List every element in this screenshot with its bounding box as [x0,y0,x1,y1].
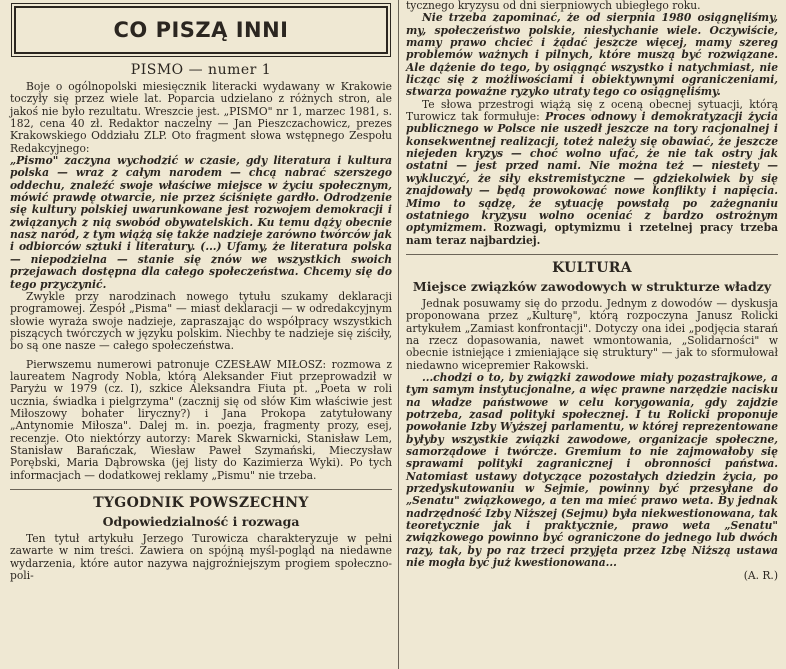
kultura-subtitle: Miejsce związków zawodowych w strukturze władzy [412,278,772,294]
tygodnik-heading: TYGODNIK POWSZECHNY [93,495,309,511]
tygodnik-paragraph-2-text: Te słowa przestrogi wiążą się z oceną obecnej sytuacji, którą Turowicz tak formułuje: [406,97,778,124]
pismo-quote: „Pismo" zaczyna wychodzić w czasie, gdy literatura i kultura polska — wraz z całym narodem — chcą nabrać szerszego oddechu, znaleźć swoje właściwe miejsce w życiu społecznym, mówić prawdę otwarcie, nie przez ściśnięte gardło. Odrodzenie się kultury polskiej uwarunkowane jest rozwojem demokracji i związanych z nią swobód obywatelskich. Ku temu dąży obecnie nasz naród, z tym wiążą się także nadzieje zarówno twórców jak i odbiorców sztuki i literatury. (...) Ufamy, że literatura polska — niepodzielna — stanie się znów we wszystkich swoich przejawach dostępna dla całego społeczeństwa. Chcemy się do tego przyczynić. [10,154,392,291]
tygodnik-quote-2-tail: Rozwagi, optymizmu i rzetelnej pracy trzeba nam teraz najbardziej. [406,221,779,247]
tygodnik-continuation: tycznego kryzysu od dni sierpniowych ubiegłego roku. [406,0,701,12]
tygodnik-paragraph-1: Ten tytuł artykułu Jerzego Turowicza charakteryzuje w pełni zawarte w nim treści. Zawiera on spójną myśl-pogląd na niedawne wydarzenia, które autor nazywa najgroźniejszym progiem społeczno-poli- [10,532,392,583]
kultura-paragraph-1: Jednak posuwamy się do przodu. Jednym z dowodów — dyskusja proponowana przez „Kulturę", którą rozpoczyna Janusz Rolicki artykułem „Zamiast konfrontacji". Dotyczy ona idei „podjęcia starań na rzecz dopasowania, nawet wmontowania, „Solidarności" w obecnie istniejące i zmieniające się struktury" — jak to sformułował niedawno wicepremier Rakowski. [406,296,778,372]
tygodnik-paragraph-2 [406,99,778,247]
section-divider-right [406,254,778,255]
column-divider [398,0,399,669]
pismo-paragraph-3: Pierwszemu numerowi patronuje CZESŁAW MIŁOSZ: rozmowa z laureatem Nagrody Nobla, którą Aleksander Fiut przeprowadził w Paryżu w 1979 (cz. I), szkice Aleksandra Fiuta pt. „Poeta w roli ucznia, świadka i pielgrzyma" (zacznij się od słów Kim właściwie jest Miłoszowy bohater liryczny?) i Jana Prokopa zatytułowany „Antynomie Miłosza". Dalej m. in. poezja, fragmenty prozy, esej, recenzje. Oto niektórzy autorzy: Marek Skwarnicki, Stanisław Lem, Stanisław Barańczak, Wiesław Paweł Szymański, Mieczysław Porębski, Maria Dąbrowska (jej listy do Kazimierza Wyki). Po tych informacjach — dodatkowej reklamy „Pismu" nie trzeba. [10,357,392,482]
tygodnik-subtitle: Odpowiedzialność i rozwaga [102,514,300,529]
right-column [406,0,778,582]
section-divider [10,489,392,490]
left-column [10,0,392,582]
pismo-intro: Boje o ogólnopolski miesięcznik literacki wydawany w Krakowie toczyły się przez wiele lat. Poparcia udzielano z różnych stron, ale jakoś nie było rezultatu. Wreszcie jest. „PISMO" nr 1, marzec 1981, s. 182, cena 40 zł. Redaktor naczelny — Jan Pieszczachowicz, prezes Krakowskiego Oddziału ZLP. Oto fragment słowa wstępnego Zespołu Redakcyjnego: [10,80,392,155]
kultura-heading: KULTURA [552,259,632,276]
kultura-quote: ...chodzi o to, by związki zawodowe miały pozastrajkowe, a tym samym instytucjonalne, a więc prawne narzędzie nacisku na władze państwowe w celu korygowania, gdy zajdzie potrzeba, zasad polityki społecznej. I tu Rolicki proponuje powołanie Izby Wyższej parlamentu, w której reprezentowane byłyby wszystkie związki zawodowe, organizacje społeczne, samorządowe i twórcze. Gremium to nie zajmowałoby się sprawami polityki zagranicznej i obronności państwa. Natomiast ustawy dotyczące pozostałych dziedzin życia, po przedyskutowaniu w Sejmie, powinny być przesyłane do „Senatu" związkowego, a ten ma mieć prawo weta. By jednak nadrzędność Izby Niższej (Sejmu) była niekwestionowana, tak teoretycznie jak i praktycznie, prawo weta „Senatu" związkowego powinno być ograniczone do jednego lub dwóch razy, tak, by po raz trzeci przyjęta przez Izbę Niższą ustawa nie mogła być już kwestionowana... [406,370,778,570]
pismo-paragraph-2: Zwykle przy narodzinach nowego tytułu szukamy deklaracji programowej. Zespół „Pisma" — miast deklaracji — w odredakcyjnym słowie wyraża swoje nadzieje, zapraszając do współpracy wszystkich piszących twórczych w języku polskim. Niechby te nadzieje się ziściły, bo są one nasze — całego społeczeństwa. [10,289,392,353]
kultura-signature: (A. R.) [743,569,778,583]
tygodnik-quote-2: Proces odnowy i demokratyzacji życia publicznego w Polsce nie uszedł jeszcze na tory racjonalnej i konsekwentnej realizacji, toteż należy się obawiać, że jeszcze niejeden kryzys — choć wolno ufać, że nie tak ostry jak ostatni — jest przed nami. Nie można też — niestety — wykluczyć, że siły ekstremistyczne — gdziekolwiek by się znajdowały — będą prowokować nowe konflikty i napięcia. Mimo to sądzę, że sytuację powstałą po zażegnaniu ostatniego kryzysu wolno oceniać z bardzo ostrożnym optymizmem. [406,110,778,235]
section-masthead: CO PISZĄ INNI [14,6,388,54]
pismo-heading: PISMO — numer 1 [130,62,272,78]
tygodnik-quote-1: Nie trzeba zapominać, że od sierpnia 1980 osiągnęliśmy, my, społeczeństwo polskie, niesłychanie wiele. Oczywiście, mamy prawo chcieć i żądać jeszcze więcej, mamy szereg problemów ważnych i pilnych, które muszą być rozwiązane. Ale dążenie do tego, by osiągnąć wszystko i natychmiast, nie licząc się z możliwościami i obiektywnymi ograniczeniami, stwarza poważne ryzyko utraty tego co osiągnęliśmy. [406,11,778,99]
